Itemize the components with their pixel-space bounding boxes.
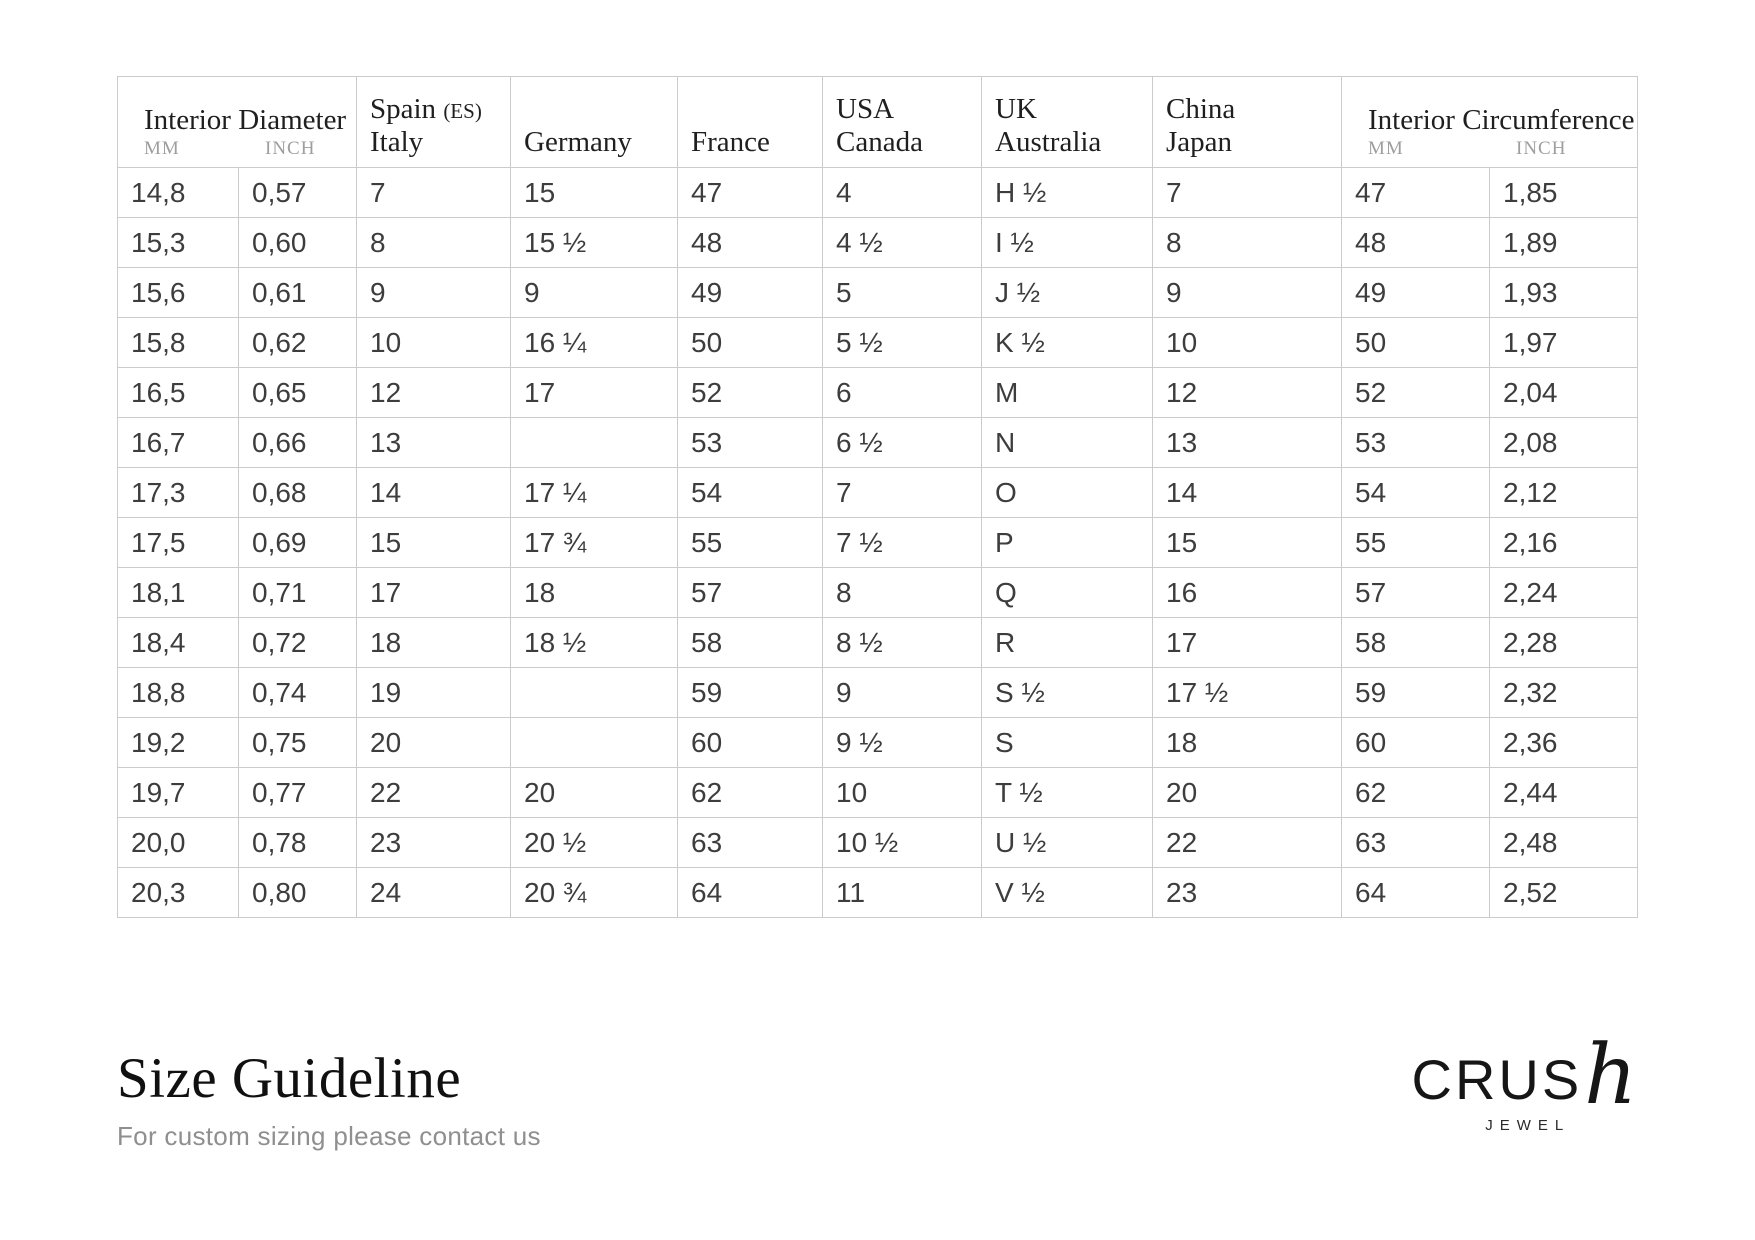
table-cell: 24 bbox=[357, 868, 511, 918]
header-uk-australia bbox=[982, 77, 1153, 168]
diameter-inch-label: INCH bbox=[265, 137, 316, 159]
table-header bbox=[118, 77, 1638, 168]
table-cell: 20 ¾ bbox=[511, 868, 678, 918]
header-spain-italy bbox=[357, 77, 511, 168]
table-cell: 23 bbox=[1153, 868, 1342, 918]
table-cell: 11 bbox=[823, 868, 982, 918]
table-cell: 5 ½ bbox=[823, 318, 982, 368]
table-cell: 13 bbox=[357, 418, 511, 468]
table-cell: 17 ¾ bbox=[511, 518, 678, 568]
table-cell: 16,7 bbox=[118, 418, 239, 468]
table-cell: 47 bbox=[678, 168, 823, 218]
table-cell: 20 bbox=[511, 768, 678, 818]
table-cell: 7 ½ bbox=[823, 518, 982, 568]
table-row bbox=[118, 468, 1638, 518]
header-china-japan bbox=[1153, 77, 1342, 168]
header-interior-diameter bbox=[118, 77, 357, 168]
table-cell: T ½ bbox=[982, 768, 1153, 818]
table-cell: 15 bbox=[511, 168, 678, 218]
table-cell: 55 bbox=[1342, 518, 1490, 568]
table-cell: 54 bbox=[678, 468, 823, 518]
header-row bbox=[118, 77, 1638, 168]
table-cell: 50 bbox=[678, 318, 823, 368]
header-france bbox=[678, 77, 823, 168]
table-cell: 7 bbox=[1153, 168, 1342, 218]
table-cell: 9 bbox=[1153, 268, 1342, 318]
table-cell: 20,0 bbox=[118, 818, 239, 868]
table-cell: 64 bbox=[678, 868, 823, 918]
table-cell: 15 bbox=[1153, 518, 1342, 568]
table-cell: 9 bbox=[511, 268, 678, 318]
table-cell: O bbox=[982, 468, 1153, 518]
table-cell: 20 bbox=[357, 718, 511, 768]
table-cell: 4 bbox=[823, 168, 982, 218]
table-cell: 16 bbox=[1153, 568, 1342, 618]
table-cell: 2,48 bbox=[1490, 818, 1638, 868]
table-cell: 0,74 bbox=[239, 668, 357, 718]
table-cell: 5 bbox=[823, 268, 982, 318]
table-cell: 14,8 bbox=[118, 168, 239, 218]
table-cell: 10 ½ bbox=[823, 818, 982, 868]
table-row bbox=[118, 418, 1638, 468]
table-cell: R bbox=[982, 618, 1153, 668]
ring-size-table bbox=[117, 76, 1638, 918]
spain-es-label: (ES) bbox=[443, 98, 482, 123]
table-cell: 18,8 bbox=[118, 668, 239, 718]
table-cell bbox=[511, 668, 678, 718]
table-cell: 60 bbox=[678, 718, 823, 768]
table-cell: 15,6 bbox=[118, 268, 239, 318]
interior-diameter-units bbox=[131, 138, 352, 160]
table-cell: 52 bbox=[1342, 368, 1490, 418]
table-cell: 14 bbox=[1153, 468, 1342, 518]
table-cell: 55 bbox=[678, 518, 823, 568]
table-cell: 0,71 bbox=[239, 568, 357, 618]
table-cell bbox=[511, 418, 678, 468]
table-cell: 0,77 bbox=[239, 768, 357, 818]
table-cell: 18 bbox=[357, 618, 511, 668]
table-row bbox=[118, 168, 1638, 218]
table-cell: 49 bbox=[678, 268, 823, 318]
spain-label: Spain bbox=[370, 92, 437, 125]
table-row bbox=[118, 218, 1638, 268]
table-cell: 1,93 bbox=[1490, 268, 1638, 318]
table-cell: 19,2 bbox=[118, 718, 239, 768]
table-cell: 48 bbox=[678, 218, 823, 268]
table-cell: 2,04 bbox=[1490, 368, 1638, 418]
logo-word-crus: CRUS bbox=[1411, 1047, 1583, 1111]
table-cell: 52 bbox=[678, 368, 823, 418]
table-cell: K ½ bbox=[982, 318, 1153, 368]
logo-subtext-jewel: JEWEL bbox=[1485, 1116, 1571, 1134]
table-cell: 19,7 bbox=[118, 768, 239, 818]
table-row bbox=[118, 518, 1638, 568]
table-cell: 2,52 bbox=[1490, 868, 1638, 918]
table-cell: 59 bbox=[1342, 668, 1490, 718]
logo-accent-h: h bbox=[1584, 1028, 1637, 1123]
uk-label: UK bbox=[995, 92, 1037, 125]
logo-wordmark bbox=[1411, 1028, 1638, 1123]
table-cell: 7 bbox=[823, 468, 982, 518]
table-cell: 9 bbox=[357, 268, 511, 318]
table-cell: V ½ bbox=[982, 868, 1153, 918]
table-cell: 62 bbox=[1342, 768, 1490, 818]
table-cell: 18 bbox=[1153, 718, 1342, 768]
table-cell: H ½ bbox=[982, 168, 1153, 218]
ring-size-table-container bbox=[117, 76, 1638, 918]
table-row bbox=[118, 818, 1638, 868]
table-cell: 1,97 bbox=[1490, 318, 1638, 368]
table-cell: 17 ¼ bbox=[511, 468, 678, 518]
table-row bbox=[118, 368, 1638, 418]
table-cell: 2,08 bbox=[1490, 418, 1638, 468]
table-cell: S ½ bbox=[982, 668, 1153, 718]
table-row bbox=[118, 618, 1638, 668]
page-subtitle: For custom sizing please contact us bbox=[117, 1120, 541, 1151]
circumference-mm-label: MM bbox=[1368, 137, 1404, 159]
table-cell: 9 ½ bbox=[823, 718, 982, 768]
table-cell: 60 bbox=[1342, 718, 1490, 768]
table-cell: 0,72 bbox=[239, 618, 357, 668]
table-cell: 7 bbox=[357, 168, 511, 218]
table-cell: 10 bbox=[1153, 318, 1342, 368]
table-cell: 57 bbox=[1342, 568, 1490, 618]
table-cell: 1,89 bbox=[1490, 218, 1638, 268]
table-cell: 0,69 bbox=[239, 518, 357, 568]
table-cell: P bbox=[982, 518, 1153, 568]
table-cell: 50 bbox=[1342, 318, 1490, 368]
usa-label: USA bbox=[836, 92, 895, 125]
table-row bbox=[118, 668, 1638, 718]
table-cell: 1,85 bbox=[1490, 168, 1638, 218]
crush-jewel-logo bbox=[1411, 1028, 1638, 1134]
table-row bbox=[118, 318, 1638, 368]
table-cell: 48 bbox=[1342, 218, 1490, 268]
china-label: China bbox=[1166, 92, 1236, 125]
table-cell: J ½ bbox=[982, 268, 1153, 318]
italy-label: Italy bbox=[370, 126, 424, 159]
table-cell: 54 bbox=[1342, 468, 1490, 518]
table-cell: 15 ½ bbox=[511, 218, 678, 268]
table-cell: 0,61 bbox=[239, 268, 357, 318]
table-cell: 19 bbox=[357, 668, 511, 718]
table-cell: 47 bbox=[1342, 168, 1490, 218]
table-cell: 4 ½ bbox=[823, 218, 982, 268]
diameter-mm-label: MM bbox=[144, 137, 180, 159]
table-cell: S bbox=[982, 718, 1153, 768]
table-cell: 8 bbox=[1153, 218, 1342, 268]
table-cell: 57 bbox=[678, 568, 823, 618]
table-cell: 10 bbox=[357, 318, 511, 368]
interior-diameter-title: Interior Diameter bbox=[144, 104, 347, 137]
table-cell: 0,80 bbox=[239, 868, 357, 918]
table-cell: I ½ bbox=[982, 218, 1153, 268]
table-cell: 2,12 bbox=[1490, 468, 1638, 518]
header-usa-canada bbox=[823, 77, 982, 168]
table-cell: 8 bbox=[823, 568, 982, 618]
footer-caption bbox=[117, 1048, 541, 1152]
table-cell: 20 ½ bbox=[511, 818, 678, 868]
table-cell: U ½ bbox=[982, 818, 1153, 868]
table-cell: 6 bbox=[823, 368, 982, 418]
table-cell: 10 bbox=[823, 768, 982, 818]
germany-label: Germany bbox=[524, 126, 632, 159]
table-cell: 0,65 bbox=[239, 368, 357, 418]
table-cell: 0,57 bbox=[239, 168, 357, 218]
table-cell: 20,3 bbox=[118, 868, 239, 918]
table-cell: 17 ½ bbox=[1153, 668, 1342, 718]
table-cell: 2,32 bbox=[1490, 668, 1638, 718]
table-cell: 0,66 bbox=[239, 418, 357, 468]
table-cell: 18 ½ bbox=[511, 618, 678, 668]
table-cell: 22 bbox=[1153, 818, 1342, 868]
table-row bbox=[118, 868, 1638, 918]
table-cell: 17 bbox=[511, 368, 678, 418]
table-cell: 58 bbox=[678, 618, 823, 668]
table-cell: 18,4 bbox=[118, 618, 239, 668]
page-title: Size Guideline bbox=[117, 1047, 462, 1110]
japan-label: Japan bbox=[1166, 126, 1233, 159]
table-cell: 2,28 bbox=[1490, 618, 1638, 668]
table-cell: 0,75 bbox=[239, 718, 357, 768]
table-cell: 49 bbox=[1342, 268, 1490, 318]
table-cell: 6 ½ bbox=[823, 418, 982, 468]
table-cell: 58 bbox=[1342, 618, 1490, 668]
table-cell: 8 ½ bbox=[823, 618, 982, 668]
france-label: France bbox=[691, 126, 770, 159]
table-row bbox=[118, 768, 1638, 818]
table-cell: 2,24 bbox=[1490, 568, 1638, 618]
table-cell: 15,8 bbox=[118, 318, 239, 368]
table-cell: 23 bbox=[357, 818, 511, 868]
australia-label: Australia bbox=[995, 126, 1102, 159]
table-cell: 17,3 bbox=[118, 468, 239, 518]
interior-circumference-units bbox=[1355, 138, 1633, 160]
table-cell: 53 bbox=[1342, 418, 1490, 468]
table-cell: 63 bbox=[678, 818, 823, 868]
table-cell: 17,5 bbox=[118, 518, 239, 568]
table-cell: 15 bbox=[357, 518, 511, 568]
table-cell: 8 bbox=[357, 218, 511, 268]
table-cell: 18,1 bbox=[118, 568, 239, 618]
table-cell: 17 bbox=[357, 568, 511, 618]
table-cell bbox=[511, 718, 678, 768]
table-row bbox=[118, 568, 1638, 618]
table-cell: 16,5 bbox=[118, 368, 239, 418]
table-cell: 13 bbox=[1153, 418, 1342, 468]
table-cell: M bbox=[982, 368, 1153, 418]
table-row bbox=[118, 268, 1638, 318]
canada-label: Canada bbox=[836, 126, 923, 159]
table-cell: 0,78 bbox=[239, 818, 357, 868]
table-cell: Q bbox=[982, 568, 1153, 618]
table-cell: 59 bbox=[678, 668, 823, 718]
size-table-body bbox=[118, 168, 1638, 918]
circumference-inch-label: INCH bbox=[1516, 137, 1567, 159]
table-cell: 2,44 bbox=[1490, 768, 1638, 818]
table-cell: 2,36 bbox=[1490, 718, 1638, 768]
table-cell: 22 bbox=[357, 768, 511, 818]
table-row bbox=[118, 718, 1638, 768]
table-cell: N bbox=[982, 418, 1153, 468]
interior-circumference-title: Interior Circumference bbox=[1368, 104, 1635, 137]
table-cell: 0,62 bbox=[239, 318, 357, 368]
table-cell: 15,3 bbox=[118, 218, 239, 268]
table-cell: 64 bbox=[1342, 868, 1490, 918]
table-cell: 17 bbox=[1153, 618, 1342, 668]
table-cell: 14 bbox=[357, 468, 511, 518]
table-cell: 9 bbox=[823, 668, 982, 718]
header-germany bbox=[511, 77, 678, 168]
header-interior-circumference bbox=[1342, 77, 1638, 168]
table-cell: 20 bbox=[1153, 768, 1342, 818]
table-cell: 12 bbox=[1153, 368, 1342, 418]
table-cell: 63 bbox=[1342, 818, 1490, 868]
table-cell: 12 bbox=[357, 368, 511, 418]
table-cell: 0,60 bbox=[239, 218, 357, 268]
table-cell: 0,68 bbox=[239, 468, 357, 518]
table-cell: 2,16 bbox=[1490, 518, 1638, 568]
table-cell: 62 bbox=[678, 768, 823, 818]
table-cell: 18 bbox=[511, 568, 678, 618]
table-cell: 53 bbox=[678, 418, 823, 468]
table-cell: 16 ¼ bbox=[511, 318, 678, 368]
